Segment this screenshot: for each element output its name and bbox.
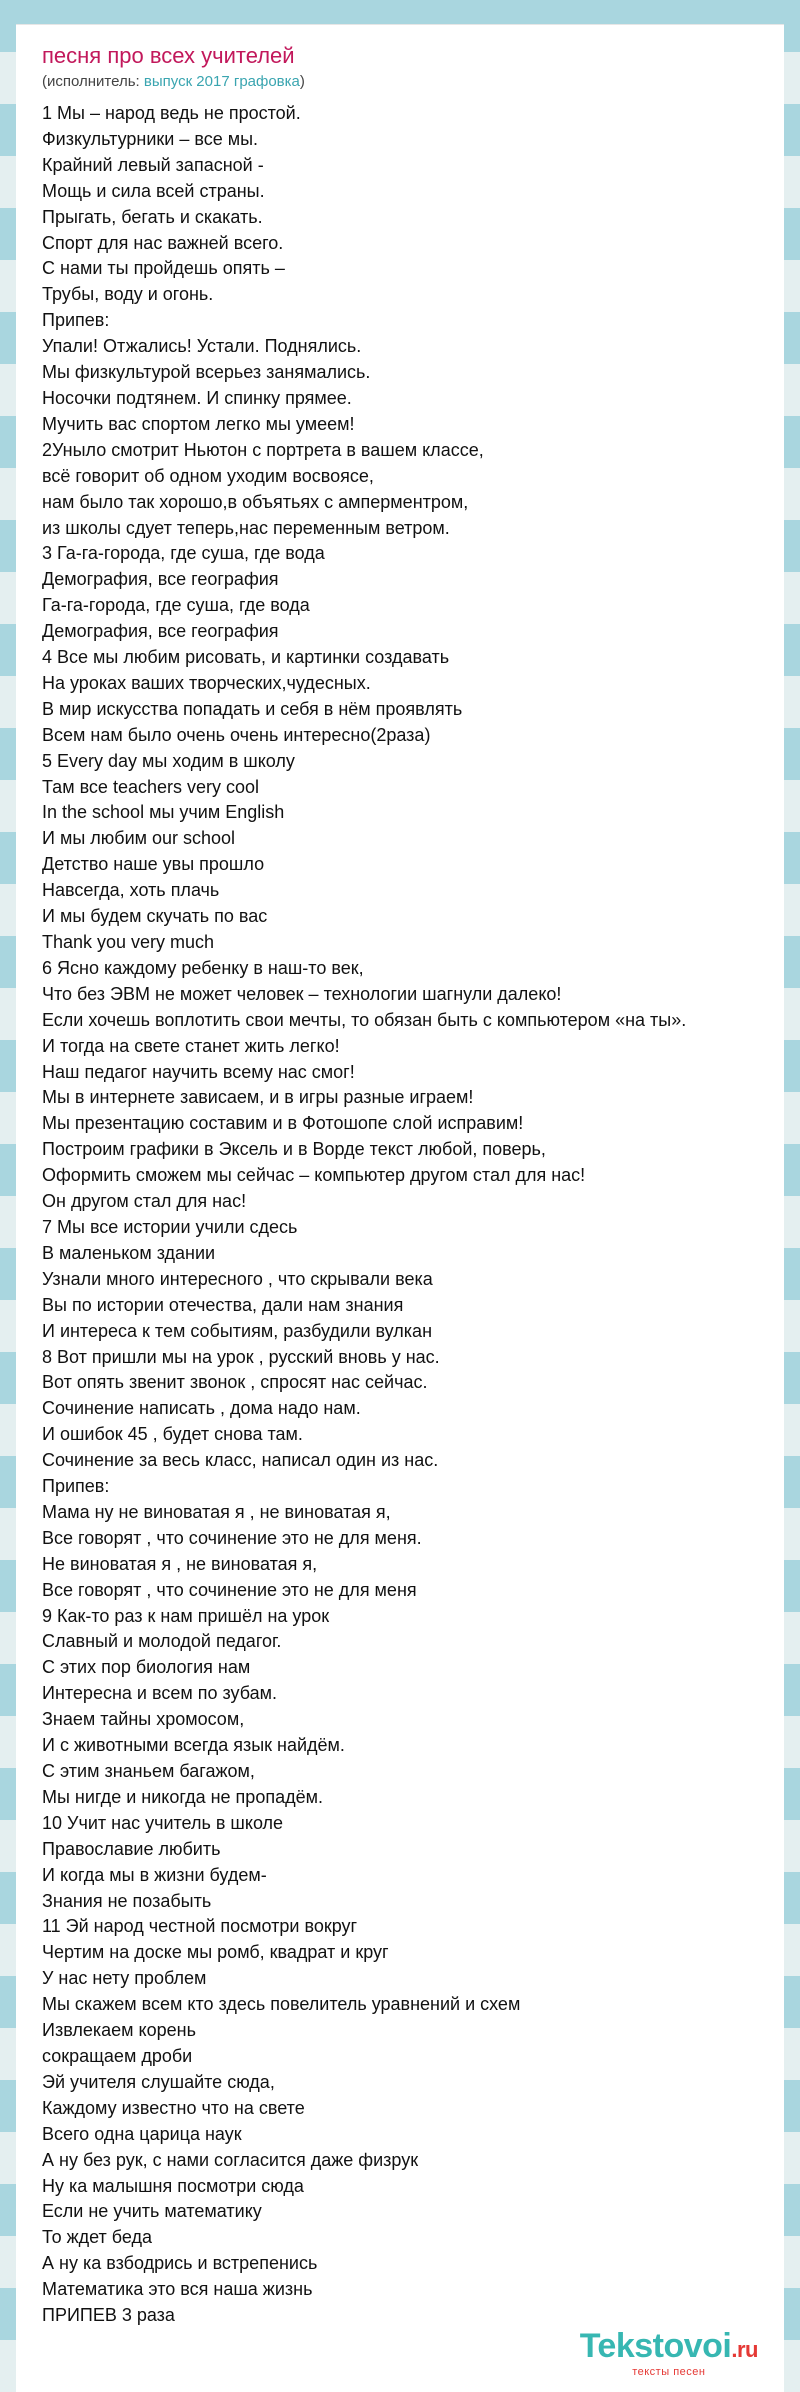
song-title: песня про всех учителей [42,43,295,68]
lyric-line: Физкультурники – все мы. [42,128,259,149]
lyric-line: сокращаем дроби [42,2045,193,2066]
lyric-line: А ну ка взбодрись и встрепенись [42,2253,318,2274]
lyric-line: 9 Как-то раз к нам пришёл на урок [42,1605,330,1626]
lyric-line: 4 Все мы любим рисовать, и картинки создавать [42,647,450,668]
lyric-line: Ну ка малышня посмотри сюда [42,2175,304,2196]
lyric-line: Мы скажем всем кто здесь повелитель уравнений и схем [42,1994,521,2015]
lyric-line: Мама ну не виноватая я , не виноватая я, [42,1501,391,1522]
lyric-line: Математика это вся наша жизнь [42,2279,313,2300]
lyric-line: То ждет беда [42,2227,153,2248]
performer-line [42,71,784,93]
lyric-line: Сочинение написать , дома надо нам. [42,1398,361,1419]
lyric-line: С нами ты пройдешь опять – [42,258,285,279]
lyric-line: Если не учить математику [42,2201,262,2222]
lyric-line: В мир искусства попадать и себя в нём проявлять [42,698,463,719]
lyric-line: Thank you very much [42,932,215,952]
lyric-line: И мы любим our school [42,828,236,849]
brand-tld: .ru [731,2337,758,2362]
lyric-line: Если хочешь воплотить свои мечты, то обязан быть с компьютером «на ты». [42,1009,687,1030]
lyric-line: 11 Эй народ честной посмотри вокруг [42,1916,358,1937]
lyric-line: Он другом стал для нас! [42,1191,247,1212]
lyric-line: Православие любить [42,1838,221,1859]
lyric-line: 5 Every day мы ходим в школу [42,750,295,771]
lyric-line: Навсегда, хоть плачь [42,880,220,901]
lyric-line: Трубы, воду и огонь. [42,284,214,305]
lyric-line: 3 Га-га-города, где суша, где вода [42,543,325,564]
lyric-line: Демография, все география [42,621,279,642]
lyric-line: У нас нету проблем [42,1968,207,1989]
lyric-line: Носочки подтянем. И спинку прямее. [42,387,352,408]
lyric-line: Припев: [42,310,110,331]
lyric-line: Мучить вас спортом легко мы умеем! [42,413,355,434]
lyric-line: Спорт для нас важней всего. [42,232,284,253]
lyric-line: 2Уныло смотрит Ньютон с портрета в вашем классе, [42,439,484,460]
lyric-line: Чертим на доске мы ромб, квадрат и круг [42,1942,389,1963]
lyric-line: Эй учителя слушайте сюда, [42,2071,275,2092]
lyric-line: И когда мы в жизни будем- [42,1864,267,1885]
lyric-line: Не виноватая я , не виноватая я, [42,1553,318,1574]
lyric-line: 6 Ясно каждому ребенку в наш-то век, [42,957,364,978]
tekstovoi-logo[interactable] [580,2328,758,2378]
lyric-line: Прыгать, бегать и скакать. [42,206,263,227]
performer-prefix: (исполнитель: [42,73,144,90]
lyric-line: И интереса к тем событиям, разбудили вулкан [42,1320,433,1341]
lyric-line: Славный и молодой педагог. [42,1631,282,1652]
lyric-line: 10 Учит нас учитель в школе [42,1812,284,1833]
lyric-line: С этих пор биология нам [42,1657,251,1678]
background-stripes-left [0,0,16,2392]
lyric-line: А ну без рук, с нами согласится даже физрук [42,2149,419,2170]
lyric-line: Мощь и сила всей страны. [42,180,265,201]
lyric-line: In the school мы учим English [42,802,285,823]
lyric-line: Наш педагог научить всему нас смог! [42,1061,355,1082]
lyric-line: Припев: [42,1476,110,1497]
lyric-line: из школы сдует теперь,нас переменным ветром. [42,517,450,538]
lyric-line: 8 Вот пришли мы на урок , русский вновь у нас. [42,1346,440,1367]
lyric-line: Крайний левый запасной - [42,154,264,175]
lyrics-text [42,101,784,2329]
lyric-line: Детство наше увы прошло [42,854,265,875]
lyric-line: Всем нам было очень очень интересно(2раза) [42,724,431,745]
lyric-line: Каждому известно что на свете [42,2097,305,2118]
lyric-line: И с животными всегда язык найдём. [42,1735,345,1756]
lyric-line: Оформить сможем мы сейчас – компьютер другом стал для нас! [42,1165,586,1186]
performer-link[interactable]: выпуск 2017 графовка [143,73,300,90]
lyric-line: ПРИПЕВ 3 раза [42,2305,175,2326]
lyric-line: Там все teachers very cool [42,776,260,797]
brand-tagline: тексты песен [632,2366,706,2378]
lyric-line: Извлекаем корень [42,2020,196,2041]
lyric-line: всё говорит об одном уходим восвоясе, [42,465,374,486]
background-stripes-right [784,0,800,2392]
brand-name: Tekstovoi [579,2327,732,2365]
lyric-line: И мы будем скучать по вас [42,906,268,927]
lyric-line: Все говорят , что сочинение это не для меня. [42,1527,422,1548]
lyric-line: Всего одна царица наук [42,2123,242,2144]
lyric-line: Упали! Отжались! Устали. Поднялись. [42,336,362,357]
performer-suffix: ) [299,73,305,90]
lyric-line: В маленьком здании [42,1242,216,1263]
lyric-line: Сочинение за весь класс, написал один из нас. [42,1450,439,1471]
lyric-line: 7 Мы все истории учили сдесь [42,1216,298,1237]
lyric-line: Интересна и всем по зубам. [42,1683,278,1704]
lyrics-card [16,24,784,2392]
lyric-line: Все говорят , что сочинение это не для меня [42,1579,417,1600]
lyric-line: И тогда на свете станет жить легко! [42,1035,340,1056]
lyric-line: 1 Мы – народ ведь не простой. [42,103,301,123]
lyric-line: Мы нигде и никогда не пропадём. [42,1786,323,1807]
lyric-line: И ошибок 45 , будет снова там. [42,1424,303,1445]
lyric-line: Мы физкультурой всерьез занямались. [42,362,371,383]
lyric-line: Знания не позабыть [42,1890,212,1911]
lyric-line: Знаем тайны хромосом, [42,1709,245,1730]
lyric-line: Что без ЭВМ не может человек – технологии шагнули далеко! [42,983,562,1004]
lyric-line: На уроках ваших творческих,чудесных. [42,672,371,693]
lyric-line: Мы презентацию составим и в Фотошопе слой исправим! [42,1113,524,1134]
lyric-line: Вот опять звенит звонок , спросят нас сейчас. [42,1372,428,1393]
lyric-line: Узнали много интересного , что скрывали века [42,1268,433,1289]
lyric-line: Демография, все география [42,569,279,590]
lyric-line: нам было так хорошо,в объятьях с амперментром, [42,491,469,512]
lyric-line: С этим знаньем багажом, [42,1761,255,1781]
lyric-line: Вы по истории отечества, дали нам знания [42,1294,404,1315]
lyric-line: Построим графики в Эксель и в Ворде текст любой, поверь, [42,1139,546,1160]
lyric-line: Мы в интернете зависаем, и в игры разные играем! [42,1087,474,1108]
lyric-line: Га-га-города, где суша, где вода [42,595,310,616]
